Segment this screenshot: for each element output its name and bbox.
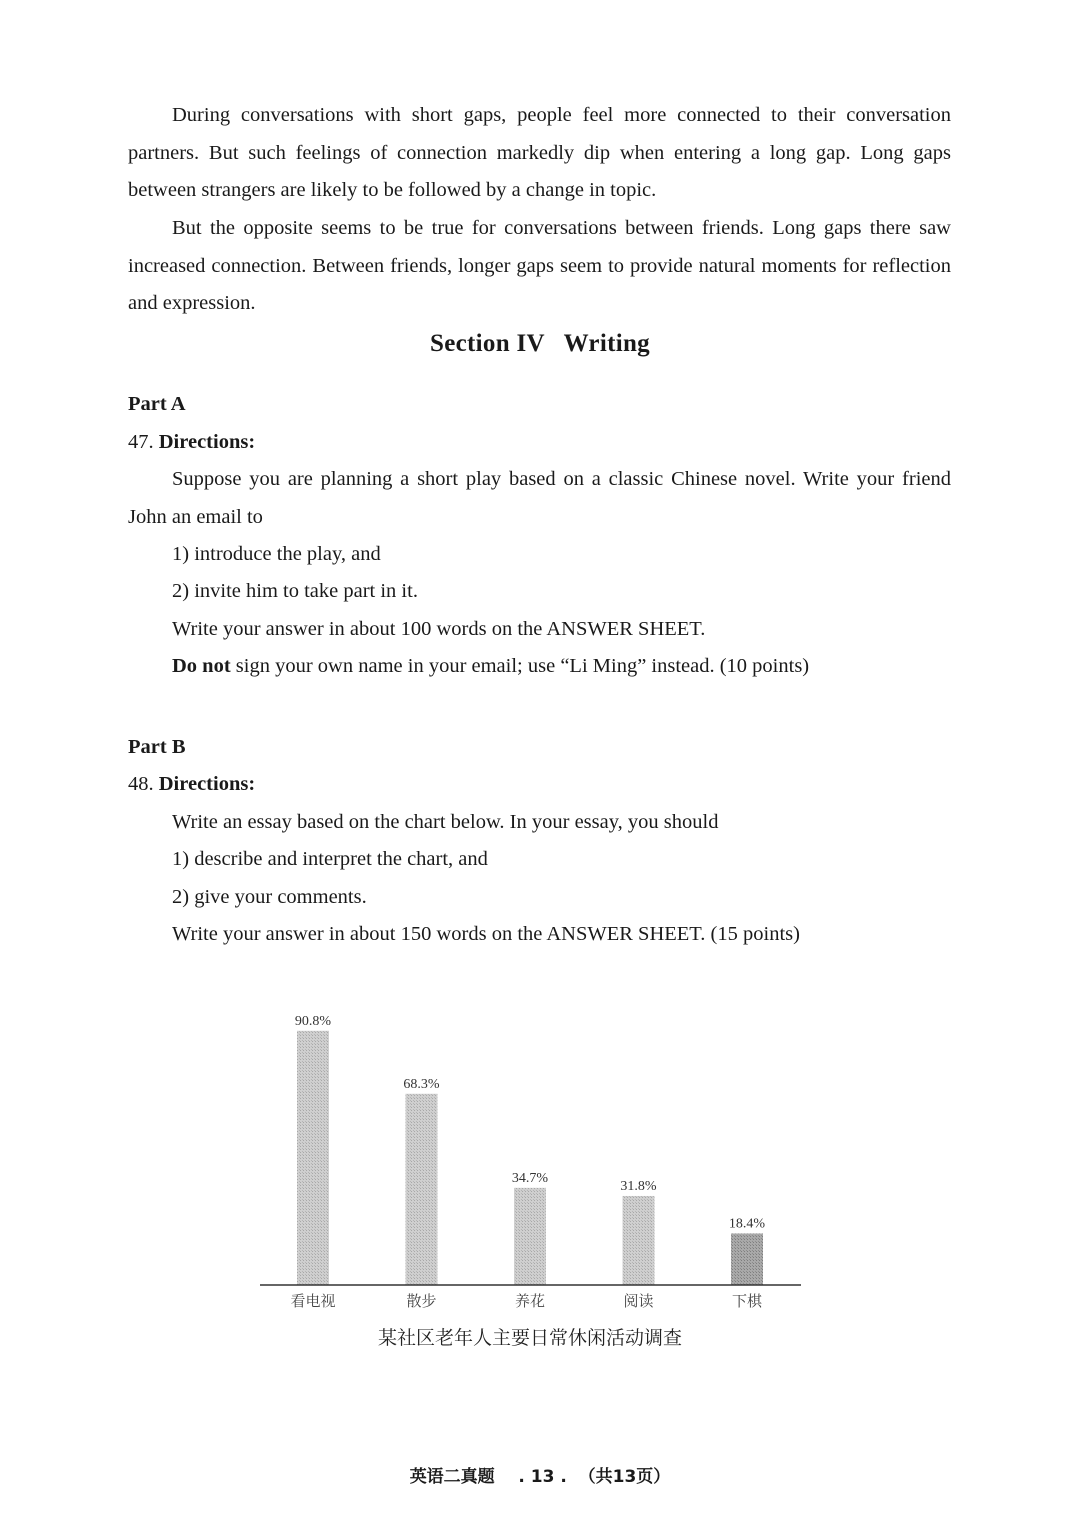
bar-2 [406,1094,438,1285]
value-label-2: 68.3% [403,1076,440,1092]
value-label-4: 31.8% [620,1178,657,1194]
do-not-emphasis: Do not [172,655,231,677]
category-label-2: 散步 [406,1292,437,1310]
question-47-task: Suppose you are planning a short play based on a classic Chinese novel. Write your friend John an email to [128,468,951,528]
question-48-item-1: 1) describe and interpret the chart, and [172,848,488,870]
value-label-5: 18.4% [728,1216,766,1232]
question-48-task: Write an essay based on the chart below. In your essay, you should [172,811,719,833]
category-label-5: 下棋 [731,1292,763,1310]
question-47-item-1: 1) introduce the play, and [172,543,381,565]
category-label-3: 养花 [514,1292,546,1310]
passage-paragraph-1: During conversations with short gaps, people feel more connected to their conversation partners. But such feelings of connection markedly dip when entering a long gap. Long gaps between strangers are likely to be followed by a change in topic. [128,104,951,201]
category-label-4: 阅读 [623,1292,654,1310]
part-b-heading: Part B [128,736,186,758]
chart-title: 某社区老年人主要日常休闲活动调查 [377,1327,683,1349]
question-48-answer-note: Write your answer in about 150 words on the ANSWER SHEET. (15 points) [172,923,800,945]
page-footer [0,1462,1080,1487]
footer-exam-name: 英语二真题 [409,1467,495,1487]
part-a-heading: Part A [128,393,186,415]
sign-note-text: sign your own name in your email; use “Li Ming” instead. (10 points) [230,655,810,677]
passage-paragraph-2: But the opposite seems to be true for conversations between friends. Long gaps there saw increased connection. Between friends, longer gaps seem to provide natural moments for reflection and expression. [128,217,951,314]
question-48-item-2: 2) give your comments. [172,886,367,908]
bar-4 [623,1196,655,1285]
section-title: Section IV Writing [430,330,650,357]
chart-bars [297,1031,763,1285]
category-label-1: 看电视 [290,1292,336,1310]
question-47-number: 47. [128,431,154,453]
footer-total-pages: （共13页） [578,1467,671,1487]
footer-page-number: . 13 . [518,1467,567,1487]
value-label-1: 90.8% [294,1013,332,1029]
value-label-3: 34.7% [511,1170,549,1186]
question-47-answer-note: Write your answer in about 100 words on the ANSWER SHEET. [172,618,706,640]
question-48-directions: Directions: [158,773,256,795]
question-47-directions: Directions: [158,431,256,453]
question-48-number: 48. [128,773,154,795]
bar-3 [514,1188,546,1285]
bar-5 [731,1233,763,1285]
chart-category-labels [290,1292,763,1310]
question-47-item-2: 2) invite him to take part in it. [172,580,418,602]
bar-1 [297,1031,329,1285]
